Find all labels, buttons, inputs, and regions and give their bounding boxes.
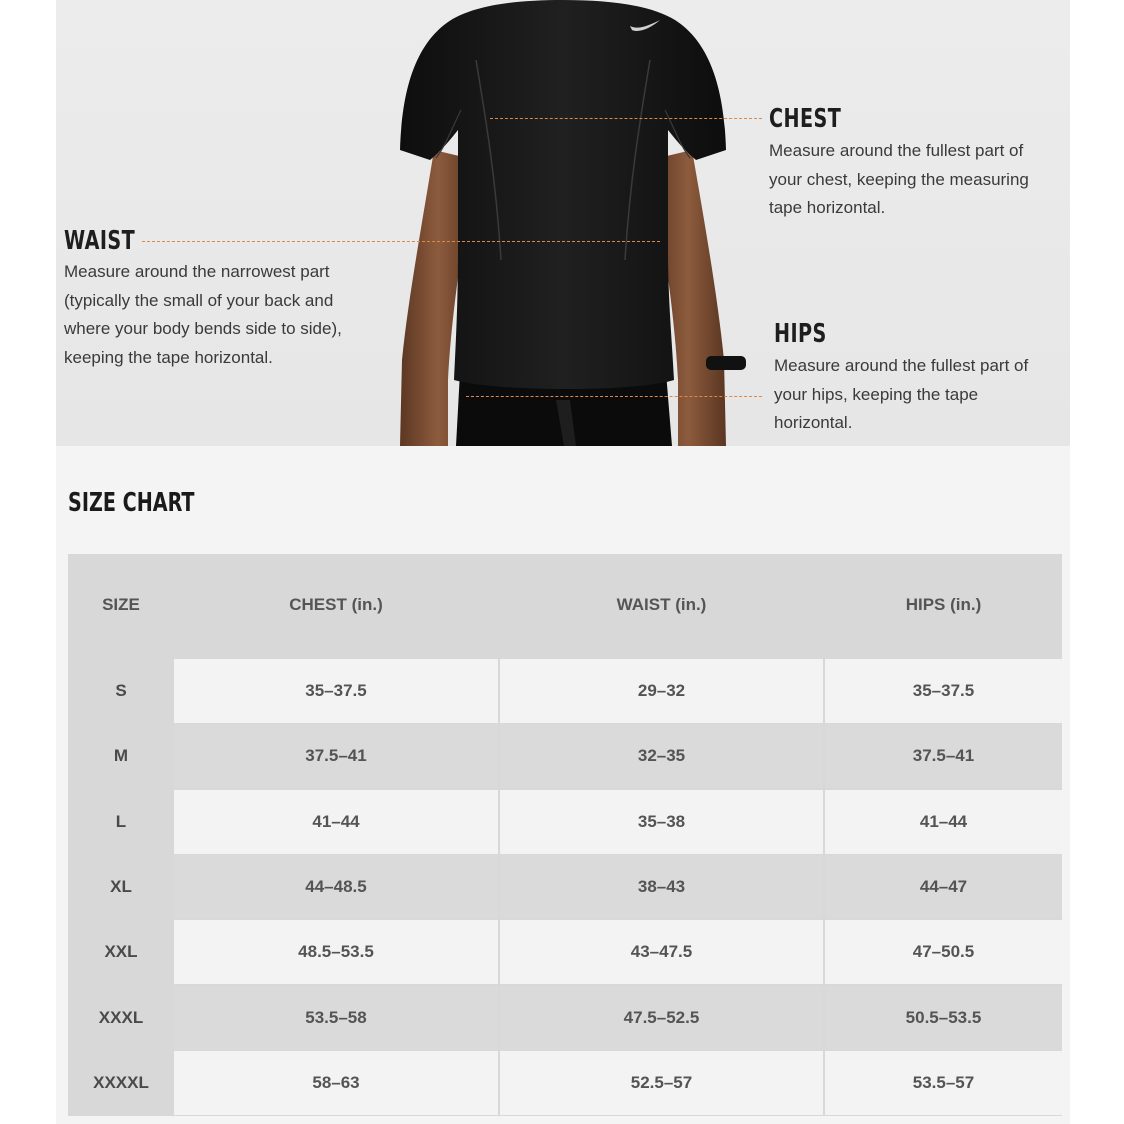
- header-hips: HIPS (in.): [905, 595, 982, 614]
- table-row: [68, 1051, 1062, 1115]
- hips-description: [774, 352, 1028, 438]
- size-cell: XXL: [68, 920, 174, 984]
- hips-cell: 37.5–41: [825, 724, 1062, 788]
- chest-cell: 41–44: [174, 790, 498, 854]
- waist-guide-line: [142, 241, 660, 242]
- wristband: [706, 356, 746, 370]
- waist-cell: 32–35: [500, 724, 823, 788]
- table-row: [68, 659, 1062, 723]
- size-chart-title: SIZE CHART: [68, 488, 195, 518]
- size-cell: XXXL: [68, 986, 174, 1050]
- waist-description: [64, 258, 342, 372]
- waist-title: WAIST: [64, 226, 136, 256]
- table-row: [68, 790, 1062, 854]
- waist-desc-line: where your body bends side to side),: [64, 319, 342, 338]
- header-size: SIZE: [102, 595, 140, 614]
- size-cell: S: [68, 659, 174, 723]
- chest-cell: 37.5–41: [174, 724, 498, 788]
- chest-description: [769, 137, 1029, 223]
- hips-desc-line: your hips, keeping the tape: [774, 384, 979, 404]
- waist-cell: 29–32: [500, 659, 823, 723]
- header-chest: CHEST (in.): [289, 595, 383, 614]
- waist-cell: 38–43: [500, 855, 823, 919]
- hips-cell: 35–37.5: [825, 659, 1062, 723]
- table-row: [68, 724, 1062, 788]
- hips-cell: 50.5–53.5: [825, 986, 1062, 1050]
- table-row: [68, 986, 1062, 1050]
- table-row: [68, 855, 1062, 919]
- waist-cell: 52.5–57: [500, 1051, 823, 1115]
- chest-desc-line: Measure around the fullest part of: [769, 141, 1024, 160]
- waist-desc-line: keeping the tape horizontal.: [64, 347, 273, 367]
- hips-cell: 47–50.5: [825, 920, 1062, 984]
- chest-cell: 53.5–58: [174, 986, 498, 1050]
- hips-desc-line: Measure around the fullest part of: [774, 356, 1029, 375]
- size-cell: L: [68, 790, 174, 854]
- size-cell: XXXXL: [68, 1051, 174, 1115]
- hips-desc-line: horizontal.: [774, 413, 853, 432]
- hips-title: HIPS: [774, 319, 827, 349]
- chest-cell: 48.5–53.5: [174, 920, 498, 984]
- chest-cell: 44–48.5: [174, 855, 498, 919]
- hips-guide-line: [466, 396, 762, 397]
- chest-cell: 35–37.5: [174, 659, 498, 723]
- waist-cell: 47.5–52.5: [500, 986, 823, 1050]
- size-cell: XL: [68, 855, 174, 919]
- table-row: [68, 920, 1062, 984]
- hips-cell: 53.5–57: [825, 1051, 1062, 1115]
- chest-desc-line: your chest, keeping the measuring: [769, 169, 1029, 189]
- chest-cell: 58–63: [174, 1051, 498, 1115]
- chest-desc-line: tape horizontal.: [769, 198, 886, 217]
- hips-cell: 44–47: [825, 855, 1062, 919]
- chest-title: CHEST: [769, 104, 842, 134]
- size-cell: M: [68, 724, 174, 788]
- header-waist: WAIST (in.): [616, 595, 707, 614]
- waist-cell: 43–47.5: [500, 920, 823, 984]
- waist-desc-line: Measure around the narrowest part: [64, 262, 330, 281]
- hips-cell: 41–44: [825, 790, 1062, 854]
- chest-guide-line: [490, 118, 762, 119]
- waist-desc-line: (typically the small of your back and: [64, 290, 334, 310]
- waist-cell: 35–38: [500, 790, 823, 854]
